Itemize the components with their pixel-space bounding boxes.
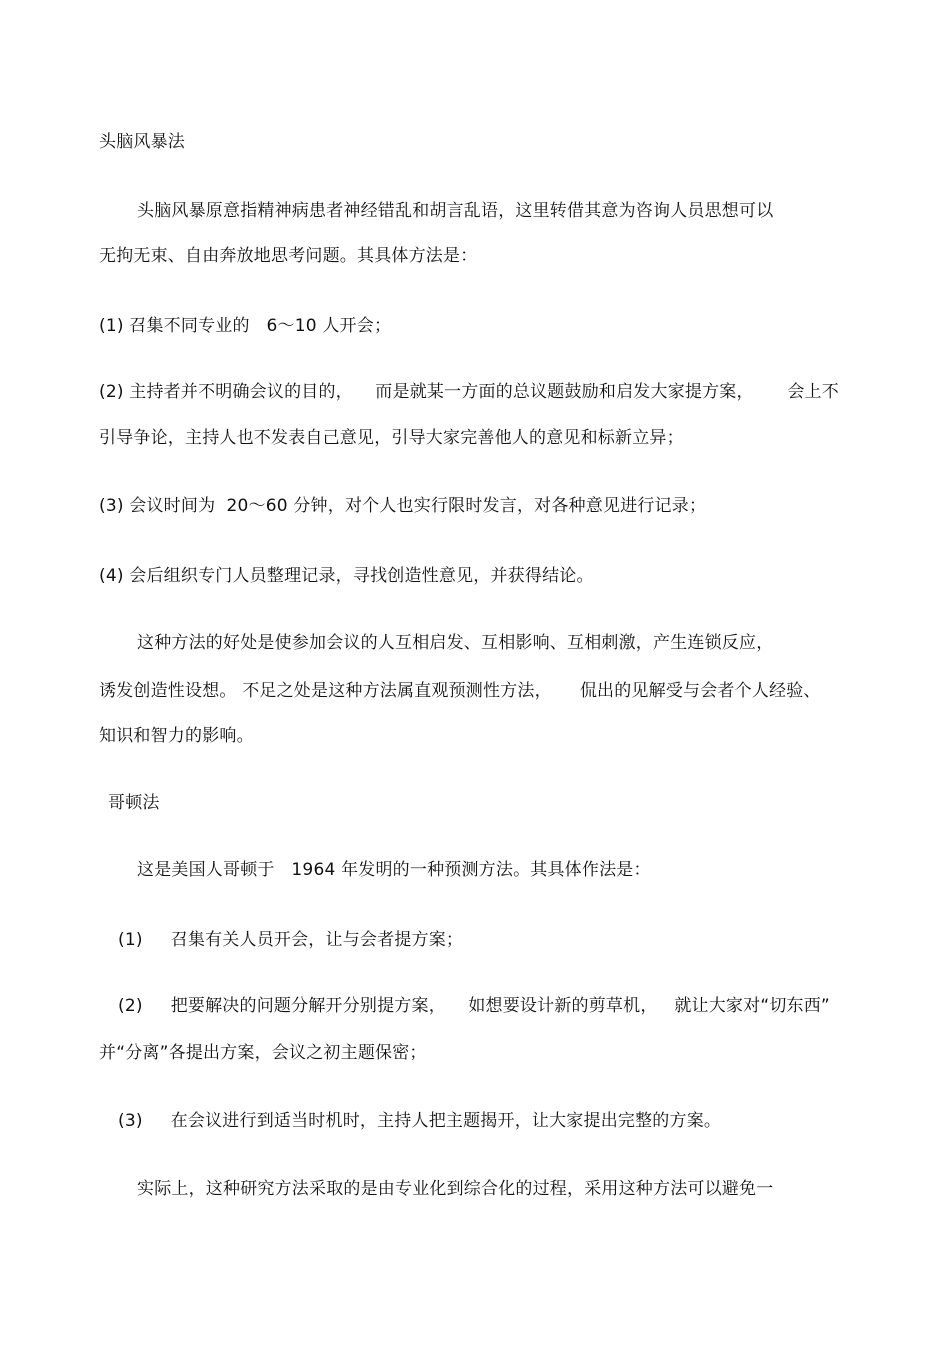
paragraph-line: 知识和智力的影响。 (99, 726, 254, 746)
section-heading-gordon: 哥顿法 (108, 793, 160, 813)
section-heading-brainstorming: 头脑风暴法 (99, 132, 185, 152)
paragraph-line: 这是美国人哥顿于 1964 年发明的一种预测方法。其具体作法是： (137, 860, 651, 880)
list-item: (2) 主持者并不明确会议的目的， 而是就某一方面的总议题鼓励和启发大家提方案， 会上不 (99, 382, 839, 402)
list-item: (1) 召集不同专业的 6～10 人开会； (99, 316, 392, 336)
list-item: (4) 会后组织专门人员整理记录，寻找创造性意见，并获得结论。 (99, 566, 594, 586)
list-item: (2) 把要解决的问题分解开分别提方案， 如想要设计新的剪草机， 就让大家对“切东西” (118, 996, 830, 1016)
paragraph-line: 头脑风暴原意指精神病患者神经错乱和胡言乱语，这里转借其意为咨询人员思想可以 (137, 201, 774, 221)
list-item: (3) 会议时间为 20～60 分钟，对个人也实行限时发言，对各种意见进行记录； (99, 496, 707, 516)
list-item-continuation: 并“分离”各提出方案，会议之初主题保密； (99, 1043, 427, 1063)
paragraph-line: 无拘无束、自由奔放地思考问题。其具体方法是： (99, 246, 478, 266)
paragraph-line: 诱发创造性设想。 不足之处是这种方法属直观预测性方法， 侃出的见解受与会者个人经验、 (99, 681, 821, 701)
list-item: (3) 在会议进行到适当时机时，主持人把主题揭开，让大家提出完整的方案。 (118, 1111, 722, 1131)
paragraph-line: 这种方法的好处是使参加会议的人互相启发、互相影响、互相刺激，产生连锁反应， (137, 633, 774, 653)
paragraph-line: 实际上，这种研究方法采取的是由专业化到综合化的过程，采用这种方法可以避免一 (137, 1179, 774, 1199)
list-item: (1) 召集有关人员开会，让与会者提方案； (118, 930, 464, 950)
list-item-continuation: 引导争论，主持人也不发表自己意见，引导大家完善他人的意见和标新立异； (99, 428, 684, 448)
